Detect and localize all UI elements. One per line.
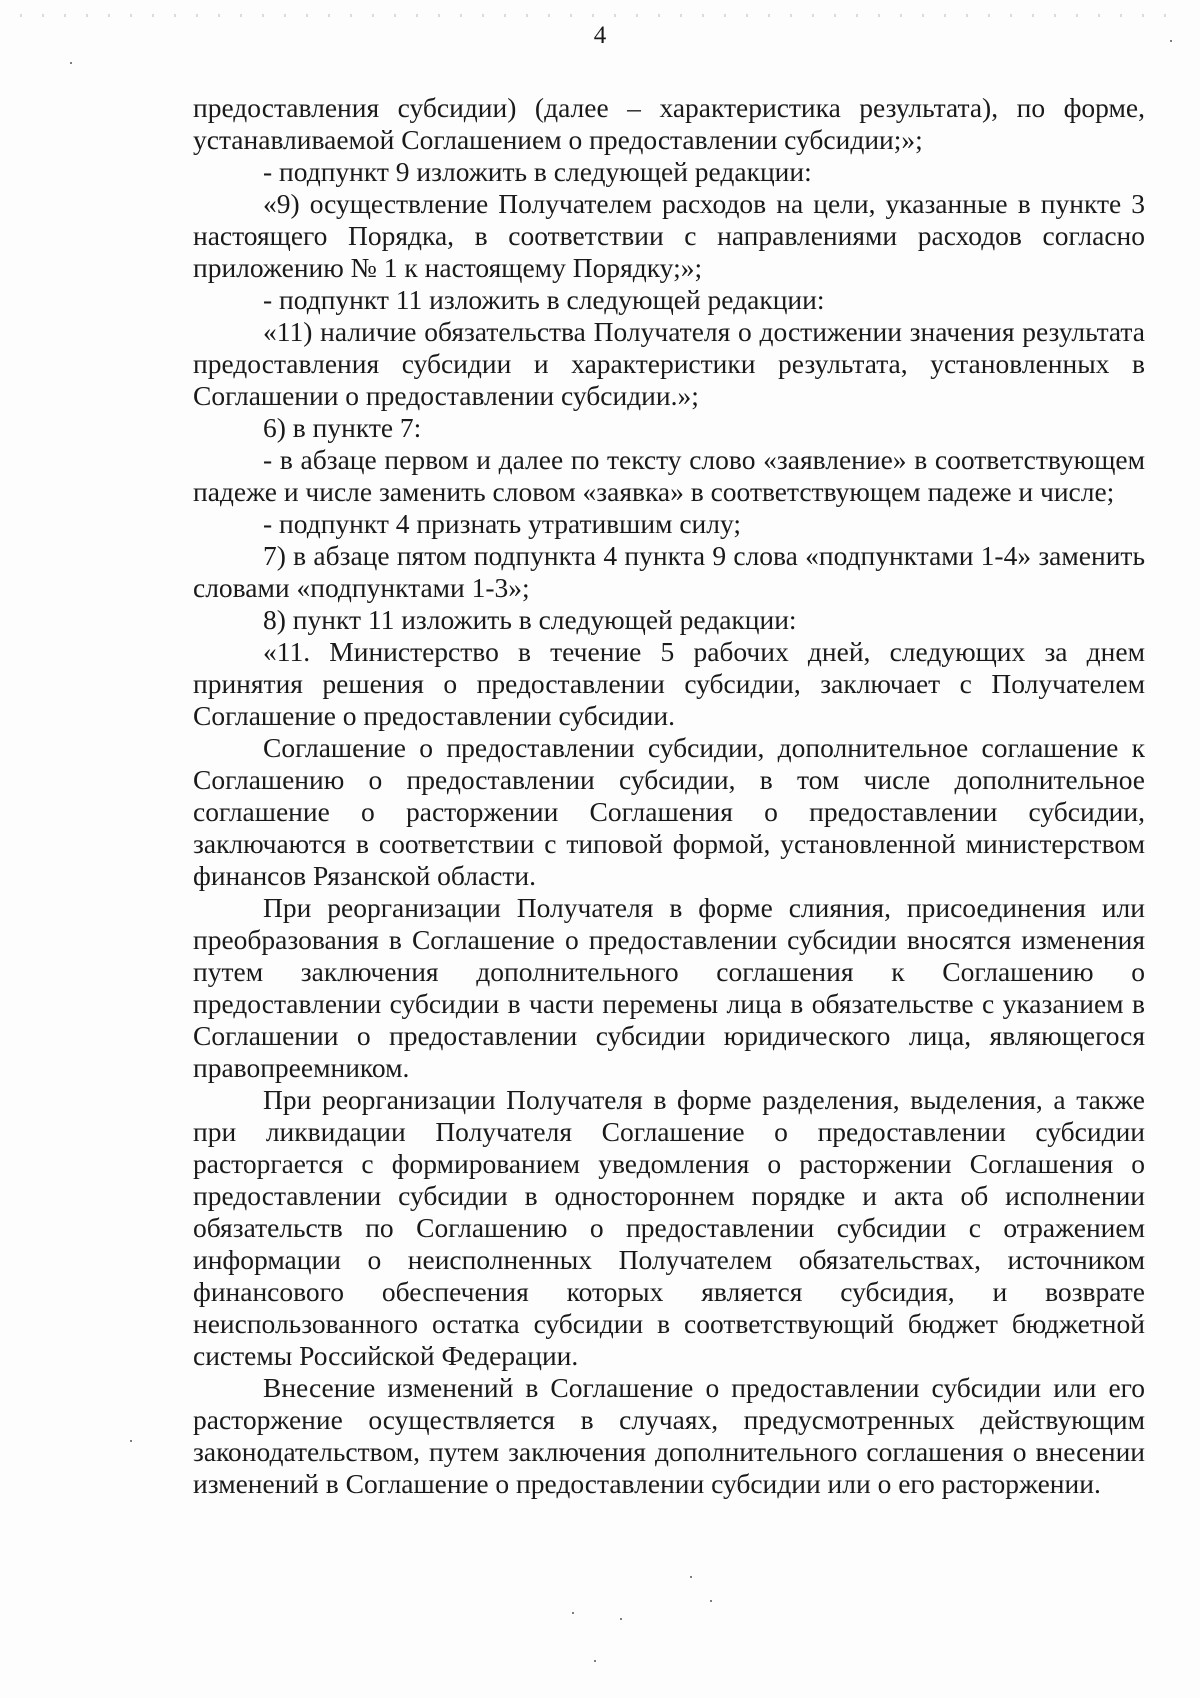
scan-speck: [572, 1612, 574, 1614]
paragraph: - в абзаце первом и далее по тексту слово «заявление» в соответствующем падеже и числе заменить словом «заявка» в соответствующем падеже и числе;: [193, 444, 1145, 507]
paragraph: Внесение изменений в Соглашение о предоставлении субсидии или его расторжение осуществляется в случаях, предусмотренных действующим законодательством, путем заключения дополнительного соглашения о внесении изменений в Соглашение о предоставлении субсидии или о его расторжении.: [193, 1372, 1145, 1499]
scan-speck: [620, 1618, 622, 1620]
scan-speck: [710, 1600, 712, 1602]
paragraph: Соглашение о предоставлении субсидии, дополнительное соглашение к Соглашению о предоставлении субсидии, в том числе дополнительное соглашение о расторжении Соглашения о предоставлении субсидии, заключаются в соответствии с типовой формой, установленной министерством финансов Рязанской области.: [193, 732, 1145, 891]
scan-speck: [1170, 40, 1172, 42]
paragraph: При реорганизации Получателя в форме разделения, выделения, а также при ликвидации Получателя Соглашение о предоставлении субсидии расторгается с формированием уведомления о расторжении Соглашения о предоставлении субсидии в одностороннем порядке и акта об исполнении обязательств по Соглашению о предоставлении субсидии с отражением информации о неисполненных Получателем обязательствах, источником финансового обеспечения которых является субсидия, и возврате неиспользованного остатка субсидии в соответствующий бюджет бюджетной системы Российской Федерации.: [193, 1084, 1145, 1371]
paragraph: При реорганизации Получателя в форме слияния, присоединения или преобразования в Соглашение о предоставлении субсидии вносятся изменения путем заключения дополнительного соглашения к Соглашению о предоставлении субсидии в части перемены лица в обязательстве с указанием в Соглашении о предоставлении субсидии юридического лица, являющегося правопреемником.: [193, 892, 1145, 1083]
document-body: [193, 92, 1145, 1500]
scan-speck: [130, 1440, 132, 1442]
paragraph: «11) наличие обязательства Получателя о достижении значения результата предоставления субсидии и характеристики результата, установленных в Соглашении о предоставлении субсидии.»;: [193, 316, 1145, 411]
scan-artifact-line: [20, 14, 1180, 17]
paragraph: «11. Министерство в течение 5 рабочих дней, следующих за днем принятия решения о предоставлении субсидии, заключает с Получателем Соглашение о предоставлении субсидии.: [193, 636, 1145, 731]
scan-speck: [690, 1576, 692, 1578]
paragraph: 7) в абзаце пятом подпункта 4 пункта 9 слова «подпунктами 1-4» заменить словами «подпунктами 1-3»;: [193, 540, 1145, 603]
scan-speck: [594, 1660, 596, 1662]
paragraph: предоставления субсидии) (далее – характеристика результата), по форме, устанавливаемой Соглашением о предоставлении субсидии;»;: [193, 92, 1145, 155]
paragraph: - подпункт 4 признать утратившим силу;: [263, 508, 742, 539]
paragraph: - подпункт 11 изложить в следующей редакции:: [263, 284, 825, 315]
paragraph: 8) пункт 11 изложить в следующей редакции:: [263, 604, 797, 635]
paragraph: «9) осуществление Получателем расходов на цели, указанные в пункте 3 настоящего Порядка, в соответствии с направлениями расходов согласно приложению № 1 к настоящему Порядку;»;: [193, 188, 1145, 283]
paragraph: 6) в пункте 7:: [263, 412, 422, 443]
paragraph: - подпункт 9 изложить в следующей редакции:: [263, 156, 812, 187]
scan-speck: [70, 62, 72, 64]
page-number: 4: [593, 22, 607, 49]
